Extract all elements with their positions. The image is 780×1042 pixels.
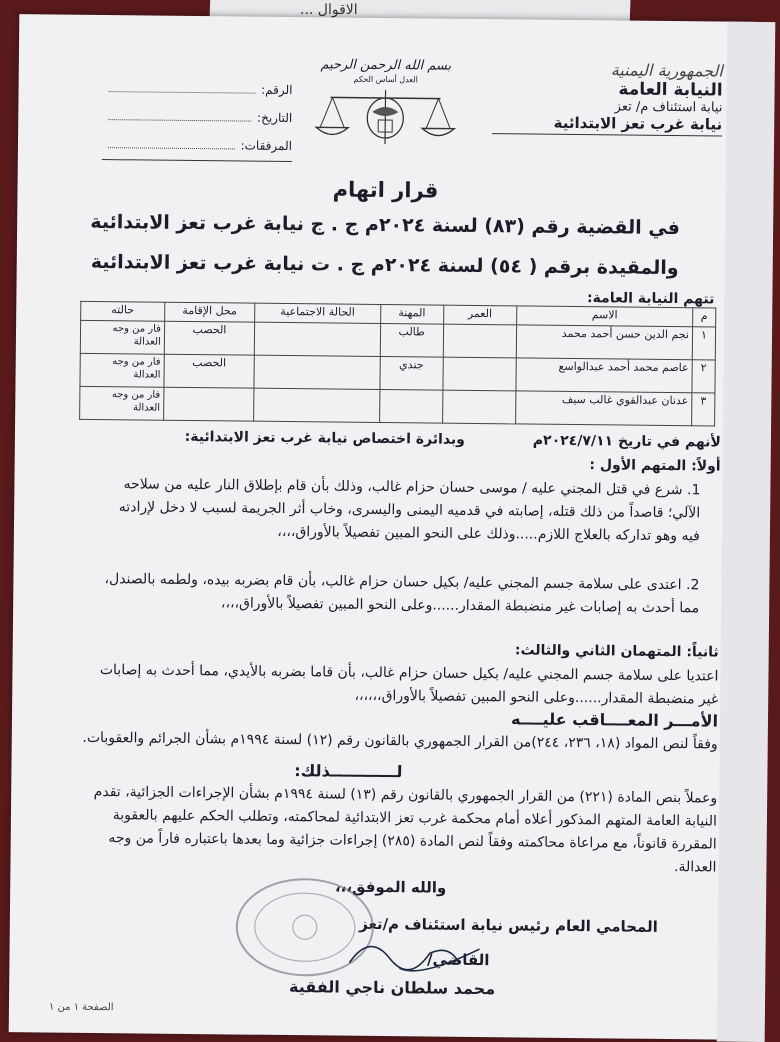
defendant-status: فار من وجه العدالة <box>80 386 164 420</box>
incident-date: لأنهم في تاريخ ٢٠٢٤/٧/١١م <box>532 432 721 451</box>
defendant-residence <box>163 387 253 421</box>
defendant-residence: الحصب <box>164 321 254 355</box>
office-name: نيابة غرب تعز الابتدائية <box>553 113 723 134</box>
appeal-office: نيابة استئناف م/ تعز <box>614 99 723 116</box>
defendant-name: عدنان عبدالقوي غالب سيف <box>516 391 692 426</box>
accuses-label: تتهم النيابة العامة: <box>586 290 715 308</box>
document-page <box>9 14 756 1040</box>
therefore-heading: لــــــــــــذلك: <box>294 761 403 782</box>
row-number: ٢ <box>692 360 715 393</box>
row-number: ٣ <box>692 393 715 426</box>
background-handwriting: الاقوال ... <box>300 2 358 18</box>
header-authority <box>492 59 723 136</box>
column-header: الحالة الاجتماعية <box>255 303 381 323</box>
defendant-status: فار من وجه العدالة <box>80 320 164 354</box>
column-header: المهنة <box>380 304 443 324</box>
paper-edge <box>717 22 776 1042</box>
number-label: الرقم: <box>261 82 293 98</box>
page-indicator: الصفحة ١ من ١ <box>48 1001 114 1014</box>
number-field <box>109 91 256 94</box>
defendant-social <box>254 355 380 389</box>
header-left-underline <box>102 159 292 162</box>
column-header: الاسم <box>517 306 693 327</box>
defendant-social <box>254 388 380 422</box>
signatory-title: المحامي العام رئيس نيابة استئناف م/تعز <box>359 914 658 936</box>
record-number-line: والمقيدة برقم ( ٥٤) لسنة ٢٠٢٤م ج . ت نيابة غرب تعز الابتدائية <box>90 250 679 280</box>
column-header: حالته <box>81 301 165 321</box>
defendant-job <box>379 389 442 423</box>
signatory-name: محمد سلطان ناجي الفقية <box>288 977 496 999</box>
second-third-heading: ثانياً: المتهمان الثاني والثالث: <box>514 642 719 661</box>
defendant-age <box>442 390 516 424</box>
column-header: محل الإقامة <box>165 302 255 322</box>
header-reference-fields <box>102 67 293 162</box>
date-label: التاريخ: <box>257 110 293 126</box>
case-number-line: في القضية رقم (٨٣) لسنة ٢٠٢٤م ج . ج نيابة غرب تعز الابتدائية <box>90 210 681 240</box>
date-field <box>108 119 251 121</box>
defendant-social <box>254 322 380 356</box>
attachments-label: المرفقات: <box>240 138 293 154</box>
signature-icon <box>339 923 500 985</box>
charge-item-1: 1. شرع في قتل المجني عليه / موسى حسان حزام غالب، وذلك بأن قام بإطلاق النار عليه من سلاحه الآلي؛ قاصداً من ذلك قتله، إصابته في قدميه اليمنى واليسرى، وخاب أثر الجريمة لسبب لا دخل لإرادته فيه وهو تداركه بالعلاج اللازم.....وذلك على النحو المبين تفصيلاً بالأوراق،،،، <box>118 476 701 545</box>
charge-item-2: 2. اعتدى على سلامة جسم المجني عليه/ بكيل حسان حزام غالب، بأن قام بضربه بيده، ولطمه بالصندل، مما أحدث به إصابات غير منضبطة المقدار......وعلى النحو المبين تفصيلاً بالأوراق،،،، <box>104 571 700 617</box>
first-defendant-heading: أولاً: المتهم الأول : <box>589 457 721 475</box>
jurisdiction-line: وبدائرة اختصاص نيابة غرب تعز الابتدائية: <box>184 428 466 448</box>
document-title: قرار اتهام <box>332 177 439 203</box>
table-row <box>80 386 715 426</box>
defendant-residence: الحصب <box>164 354 254 388</box>
basmala: بسم الله الرحمن الرحيم <box>320 57 452 74</box>
motto: العدل أساس الحكم <box>353 74 418 85</box>
prosecution-name: النيابة العامة <box>618 79 723 101</box>
header-underline <box>492 133 722 136</box>
number-row <box>103 67 293 97</box>
defendant-name: عاصم محمد أحمد عبدالواسع <box>516 358 692 393</box>
law-articles: وفقاً لنص المواد (١٨، ٢٣٦، ٢٤٤)من القرار الجمهوري بالقانون رقم (١٢) لسنة ١٩٩٤م بشأن الجرائم والعقوبات. <box>82 729 718 753</box>
defendant-job: جندي <box>380 356 443 390</box>
defendant-name: نجم الدين حسن أحمد محمد <box>516 325 692 360</box>
defendant-status: فار من وجه العدالة <box>80 353 164 387</box>
column-header: العمر <box>443 305 517 325</box>
defendant-job: طالب <box>380 323 443 357</box>
defendant-age <box>443 357 517 391</box>
date-row <box>102 95 292 125</box>
attachments-field <box>108 147 235 149</box>
punishable-act-heading: الأمـــر المعــــاقب عليــــه <box>510 709 719 731</box>
attachments-row <box>102 123 292 153</box>
closing-greeting: والله الموفق،،، <box>334 877 447 897</box>
header-emblem-block <box>310 57 461 151</box>
country-name: الجمهورية اليمنية <box>610 60 723 81</box>
defendant-age <box>443 324 517 358</box>
column-header: م <box>693 308 716 327</box>
second-third-charge: اعتديا على سلامة جسم المجني عليه/ بكيل حسان حزام غالب، بأن قاما بضربه بالأيدي، مما أحدث به إصابات غير منضبطة المقدار......وعلى النحو المبين تفصيلاً بالأوراق،،،،،، <box>99 662 719 708</box>
row-number: ١ <box>692 327 715 360</box>
therefore-text: وعملاً بنص المادة (٢٢١) من القرار الجمهوري بالقانون رقم (١٣) لسنة ١٩٩٤م بشأن الإجراءات الجزائية، تقدم النيابة العامة المتهم المذكور أعلاه أمام محكمة غرب تعز الابتدائية لمحاكمته، وتطلب الحكم عليهم بالعقوبة المقررة قانوناً، مع مراعاة محاكمته وفقاً لنص المادة (٢٨٥) إجراءات جزائية وما بعدها باعتباره فاراً من وجه العدالة. <box>93 783 718 876</box>
judge-label: القاضي/ <box>427 950 490 970</box>
defendants-table <box>79 301 716 427</box>
scales-emblem-icon <box>310 83 461 151</box>
